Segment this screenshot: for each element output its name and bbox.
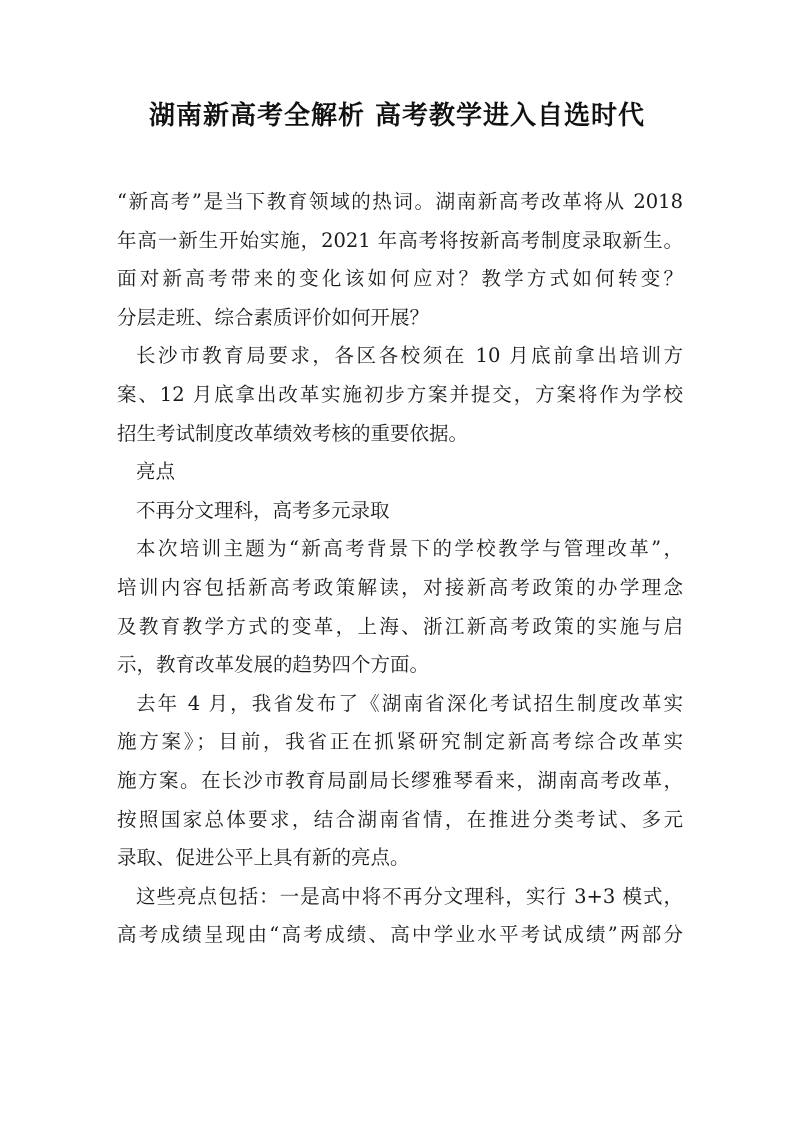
text-line: 长沙市教育局要求，各区各校须在 10 月底前拿出培训方	[136, 344, 683, 368]
section-heading	[117, 453, 683, 492]
text-line: 招生考试制度改革绩效考核的重要依据。	[117, 421, 469, 445]
text-line: 示，教育改革发展的趋势四个方面。	[117, 653, 430, 677]
paragraph-highlights	[117, 878, 683, 955]
text-line: 培训内容包括新高考政策解读，对接新高考政策的办学理念	[117, 575, 683, 599]
text-line: 施方案》；目前，我省正在抓紧研究制定新高考综合改革实	[117, 730, 683, 754]
text-line: 高考成绩呈现由“高考成绩、高中学业水平考试成绩”两部分	[117, 923, 683, 947]
text-line: 不再分文理科，高考多元录取	[136, 498, 390, 522]
paragraph-training	[117, 530, 683, 684]
text-line: 及教育教学方式的变革，上海、浙江新高考政策的实施与启	[117, 614, 683, 638]
document-body	[117, 183, 683, 955]
paragraph-intro	[117, 183, 683, 337]
text-line: “新高考”是当下教育领域的热词。湖南新高考改革将从 2018	[117, 190, 683, 213]
section-subheading	[117, 492, 683, 531]
text-line: 面对新高考带来的变化该如何应对？教学方式如何转变？	[117, 267, 683, 291]
text-line: 录取、促进公平上具有新的亮点。	[117, 846, 410, 870]
text-line: 亮点	[136, 460, 176, 484]
document-title: 湖南新高考全解析 高考教学进入自选时代	[148, 101, 646, 131]
text-line: 施方案。在长沙市教育局副局长缪雅琴看来，湖南高考改革，	[117, 768, 683, 792]
paragraph-policy	[117, 685, 683, 878]
text-line: 去年 4 月，我省发布了《湖南省深化考试招生制度改革实	[136, 691, 683, 715]
text-line: 分层走班、综合素质评价如何开展？	[117, 305, 430, 329]
text-line: 案、12 月底拿出改革实施初步方案并提交，方案将作为学校	[117, 382, 683, 406]
text-line: 按照国家总体要求，结合湖南省情，在推进分类考试、多元	[117, 807, 683, 831]
paragraph-changsha	[117, 337, 683, 453]
text-line: 年高一新生开始实施，2021 年高考将按新高考制度录取新生。	[117, 228, 683, 252]
text-line: 这些亮点包括：一是高中将不再分文理科，实行 3+3 模式，	[136, 884, 683, 908]
text-line: 本次培训主题为“新高考背景下的学校教学与管理改革”，	[136, 537, 683, 561]
